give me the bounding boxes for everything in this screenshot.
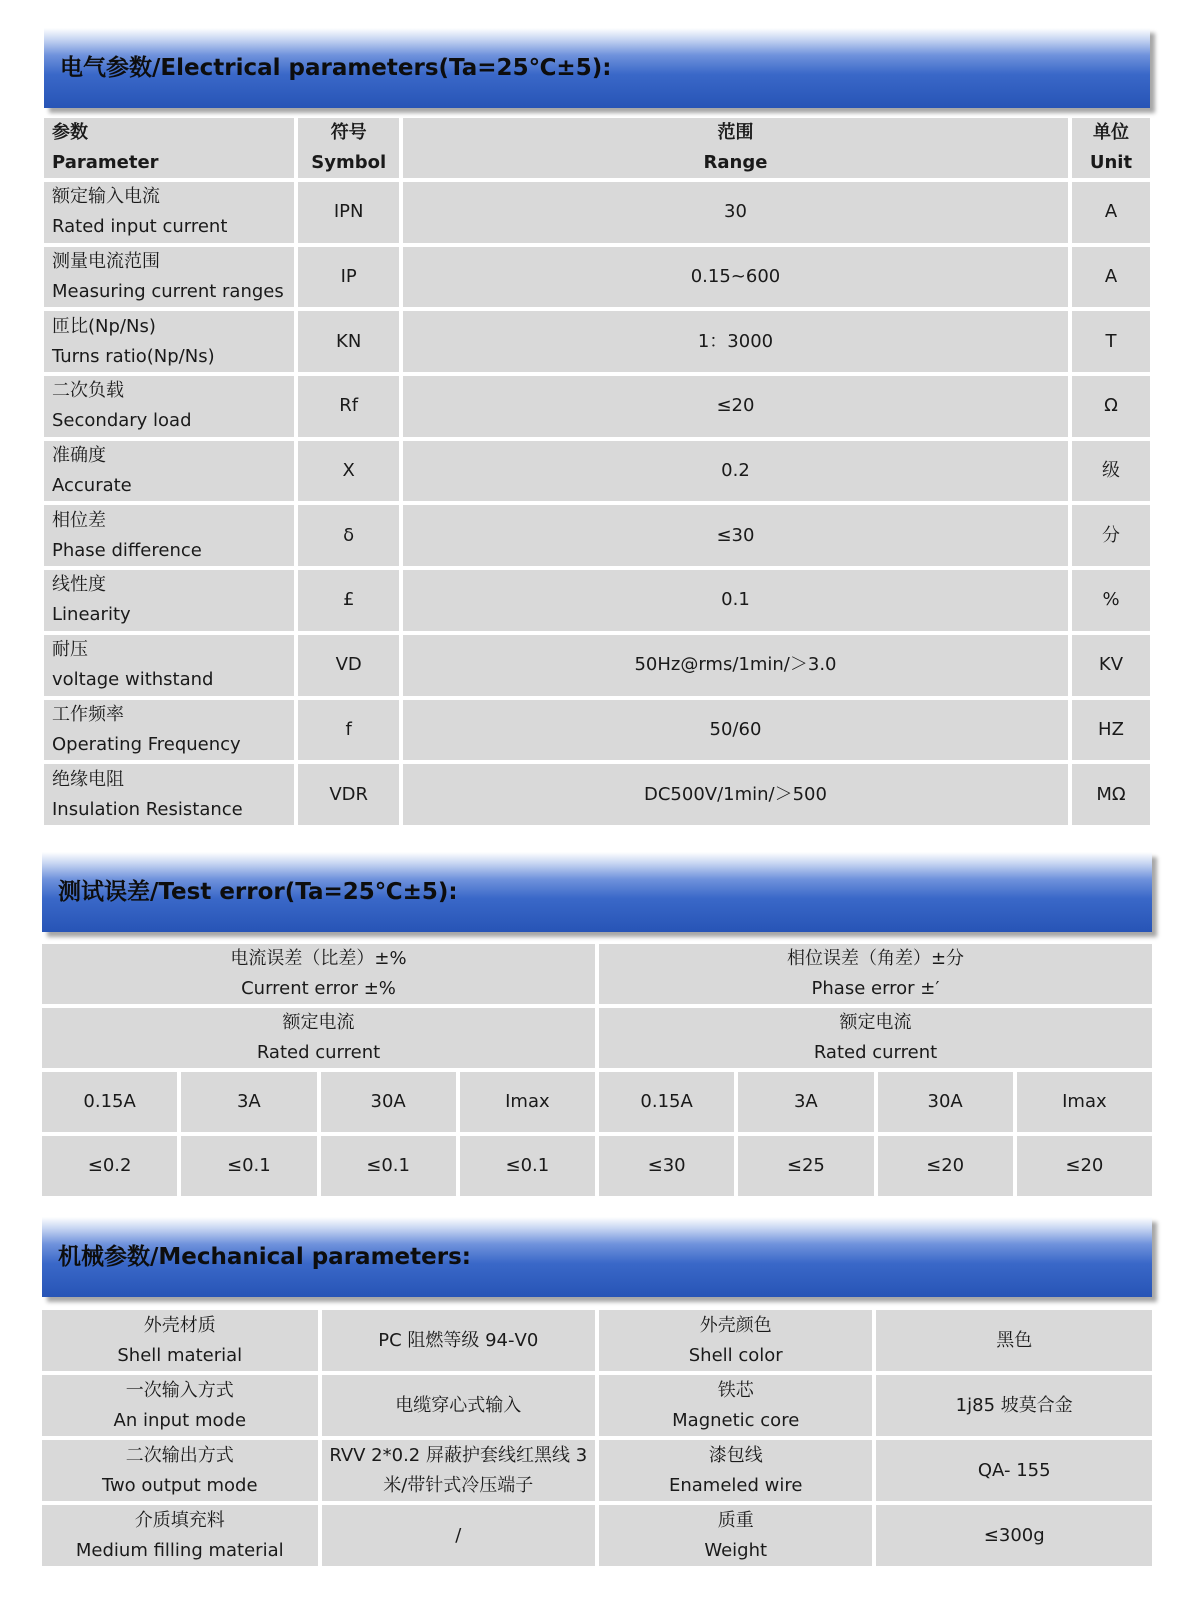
range-cell: ≤20	[403, 376, 1068, 437]
current-point-cell: 30A	[321, 1072, 456, 1132]
test-point-row	[42, 1072, 1152, 1132]
parameter-cell: 线性度 Linearity	[44, 570, 294, 631]
unit-cell: HZ	[1072, 700, 1150, 761]
unit-cell: A	[1072, 182, 1150, 243]
table-row	[44, 182, 1150, 243]
parameter-cell: 匝比(Np/Ns) Turns ratio(Np/Ns)	[44, 311, 294, 372]
symbol-cell: IPN	[298, 182, 399, 243]
current-rated-header: 额定电流 Rated current	[42, 1008, 595, 1068]
current-point-cell: 0.15A	[42, 1072, 177, 1132]
current-error-header: 电流误差（比差）±% Current error ±%	[42, 944, 595, 1004]
test-error-title: 测试误差/Test error(Ta=25℃±5):	[58, 879, 458, 905]
phase-point-cell: Imax	[1017, 1072, 1152, 1132]
range-cell: 50Hz@rms/1min/＞3.0	[403, 635, 1068, 696]
table-row	[44, 376, 1150, 437]
range-cell: 1：3000	[403, 311, 1068, 372]
parameter-cell: 额定输入电流 Rated input current	[44, 182, 294, 243]
unit-cell: T	[1072, 311, 1150, 372]
error-type-row	[42, 944, 1152, 1004]
unit-cell: 分	[1072, 505, 1150, 566]
unit-cell: %	[1072, 570, 1150, 631]
mechanical-table	[38, 1306, 1156, 1570]
error-value-row	[42, 1136, 1152, 1196]
unit-cell: A	[1072, 247, 1150, 308]
table-row	[42, 1505, 1152, 1566]
parameter-cell: 准确度 Accurate	[44, 441, 294, 502]
property-label: 外壳颜色 Shell color	[599, 1310, 872, 1371]
property-label: 一次输入方式 An input mode	[42, 1375, 318, 1436]
current-point-cell: 3A	[181, 1072, 316, 1132]
property-value: RVV 2*0.2 屏蔽护套线红黑线 3 米/带针式冷压端子	[322, 1440, 595, 1501]
parameter-cell: 测量电流范围 Measuring current ranges	[44, 247, 294, 308]
property-value: ≤300g	[876, 1505, 1152, 1566]
electrical-title: 电气参数/Electrical parameters(Ta=25℃±5):	[60, 55, 612, 81]
table-row	[44, 635, 1150, 696]
range-cell: 0.1	[403, 570, 1068, 631]
symbol-cell: VD	[298, 635, 399, 696]
current-error-value: ≤0.1	[181, 1136, 316, 1196]
phase-point-cell: 3A	[738, 1072, 873, 1132]
current-error-value: ≤0.2	[42, 1136, 177, 1196]
table-row	[44, 570, 1150, 631]
table-row	[42, 1310, 1152, 1371]
range-cell: ≤30	[403, 505, 1068, 566]
electrical-header-row	[44, 118, 1150, 178]
mechanical-title: 机械参数/Mechanical parameters:	[58, 1244, 471, 1270]
unit-cell: MΩ	[1072, 764, 1150, 825]
property-label: 漆包线 Enameled wire	[599, 1440, 872, 1501]
rated-current-row	[42, 1008, 1152, 1068]
property-label: 二次输出方式 Two output mode	[42, 1440, 318, 1501]
phase-error-value: ≤30	[599, 1136, 734, 1196]
parameter-cell: 二次负载 Secondary load	[44, 376, 294, 437]
parameter-cell: 工作频率 Operating Frequency	[44, 700, 294, 761]
phase-error-value: ≤25	[738, 1136, 873, 1196]
property-value: 1j85 坡莫合金	[876, 1375, 1152, 1436]
symbol-cell: X	[298, 441, 399, 502]
header-unit: 单位 Unit	[1072, 118, 1150, 178]
property-label: 质重 Weight	[599, 1505, 872, 1566]
phase-error-header: 相位误差（角差）±分 Phase error ±′	[599, 944, 1152, 1004]
table-row	[44, 764, 1150, 825]
table-row	[44, 311, 1150, 372]
property-value: /	[322, 1505, 595, 1566]
range-cell: 30	[403, 182, 1068, 243]
table-row	[44, 441, 1150, 502]
table-row	[44, 247, 1150, 308]
property-label: 介质填充料 Medium filling material	[42, 1505, 318, 1566]
symbol-cell: KN	[298, 311, 399, 372]
unit-cell: KV	[1072, 635, 1150, 696]
phase-rated-header: 额定电流 Rated current	[599, 1008, 1152, 1068]
unit-cell: Ω	[1072, 376, 1150, 437]
parameter-cell: 相位差 Phase difference	[44, 505, 294, 566]
table-row	[44, 700, 1150, 761]
current-point-cell: Imax	[460, 1072, 595, 1132]
table-row	[42, 1440, 1152, 1501]
header-symbol: 符号 Symbol	[298, 118, 399, 178]
table-row	[42, 1375, 1152, 1436]
property-value: QA- 155	[876, 1440, 1152, 1501]
symbol-cell: Rf	[298, 376, 399, 437]
parameter-cell: 绝缘电阻 Insulation Resistance	[44, 764, 294, 825]
symbol-cell: f	[298, 700, 399, 761]
phase-error-value: ≤20	[1017, 1136, 1152, 1196]
test-error-banner	[42, 852, 1152, 932]
phase-point-cell: 0.15A	[599, 1072, 734, 1132]
property-value: PC 阻燃等级 94-V0	[322, 1310, 595, 1371]
range-cell: DC500V/1min/＞500	[403, 764, 1068, 825]
symbol-cell: £	[298, 570, 399, 631]
electrical-table	[40, 114, 1154, 829]
property-value: 黑色	[876, 1310, 1152, 1371]
range-cell: 0.15~600	[403, 247, 1068, 308]
range-cell: 0.2	[403, 441, 1068, 502]
table-row	[44, 505, 1150, 566]
current-error-value: ≤0.1	[460, 1136, 595, 1196]
current-error-value: ≤0.1	[321, 1136, 456, 1196]
phase-point-cell: 30A	[878, 1072, 1013, 1132]
phase-error-value: ≤20	[878, 1136, 1013, 1196]
property-value: 电缆穿心式输入	[322, 1375, 595, 1436]
unit-cell: 级	[1072, 441, 1150, 502]
symbol-cell: δ	[298, 505, 399, 566]
range-cell: 50/60	[403, 700, 1068, 761]
header-parameter: 参数 Parameter	[44, 118, 294, 178]
property-label: 外壳材质 Shell material	[42, 1310, 318, 1371]
parameter-cell: 耐压 voltage withstand	[44, 635, 294, 696]
symbol-cell: IP	[298, 247, 399, 308]
header-range: 范围 Range	[403, 118, 1068, 178]
mechanical-banner	[42, 1217, 1152, 1297]
symbol-cell: VDR	[298, 764, 399, 825]
test-error-table	[38, 940, 1156, 1200]
property-label: 铁芯 Magnetic core	[599, 1375, 872, 1436]
electrical-banner	[44, 28, 1150, 108]
